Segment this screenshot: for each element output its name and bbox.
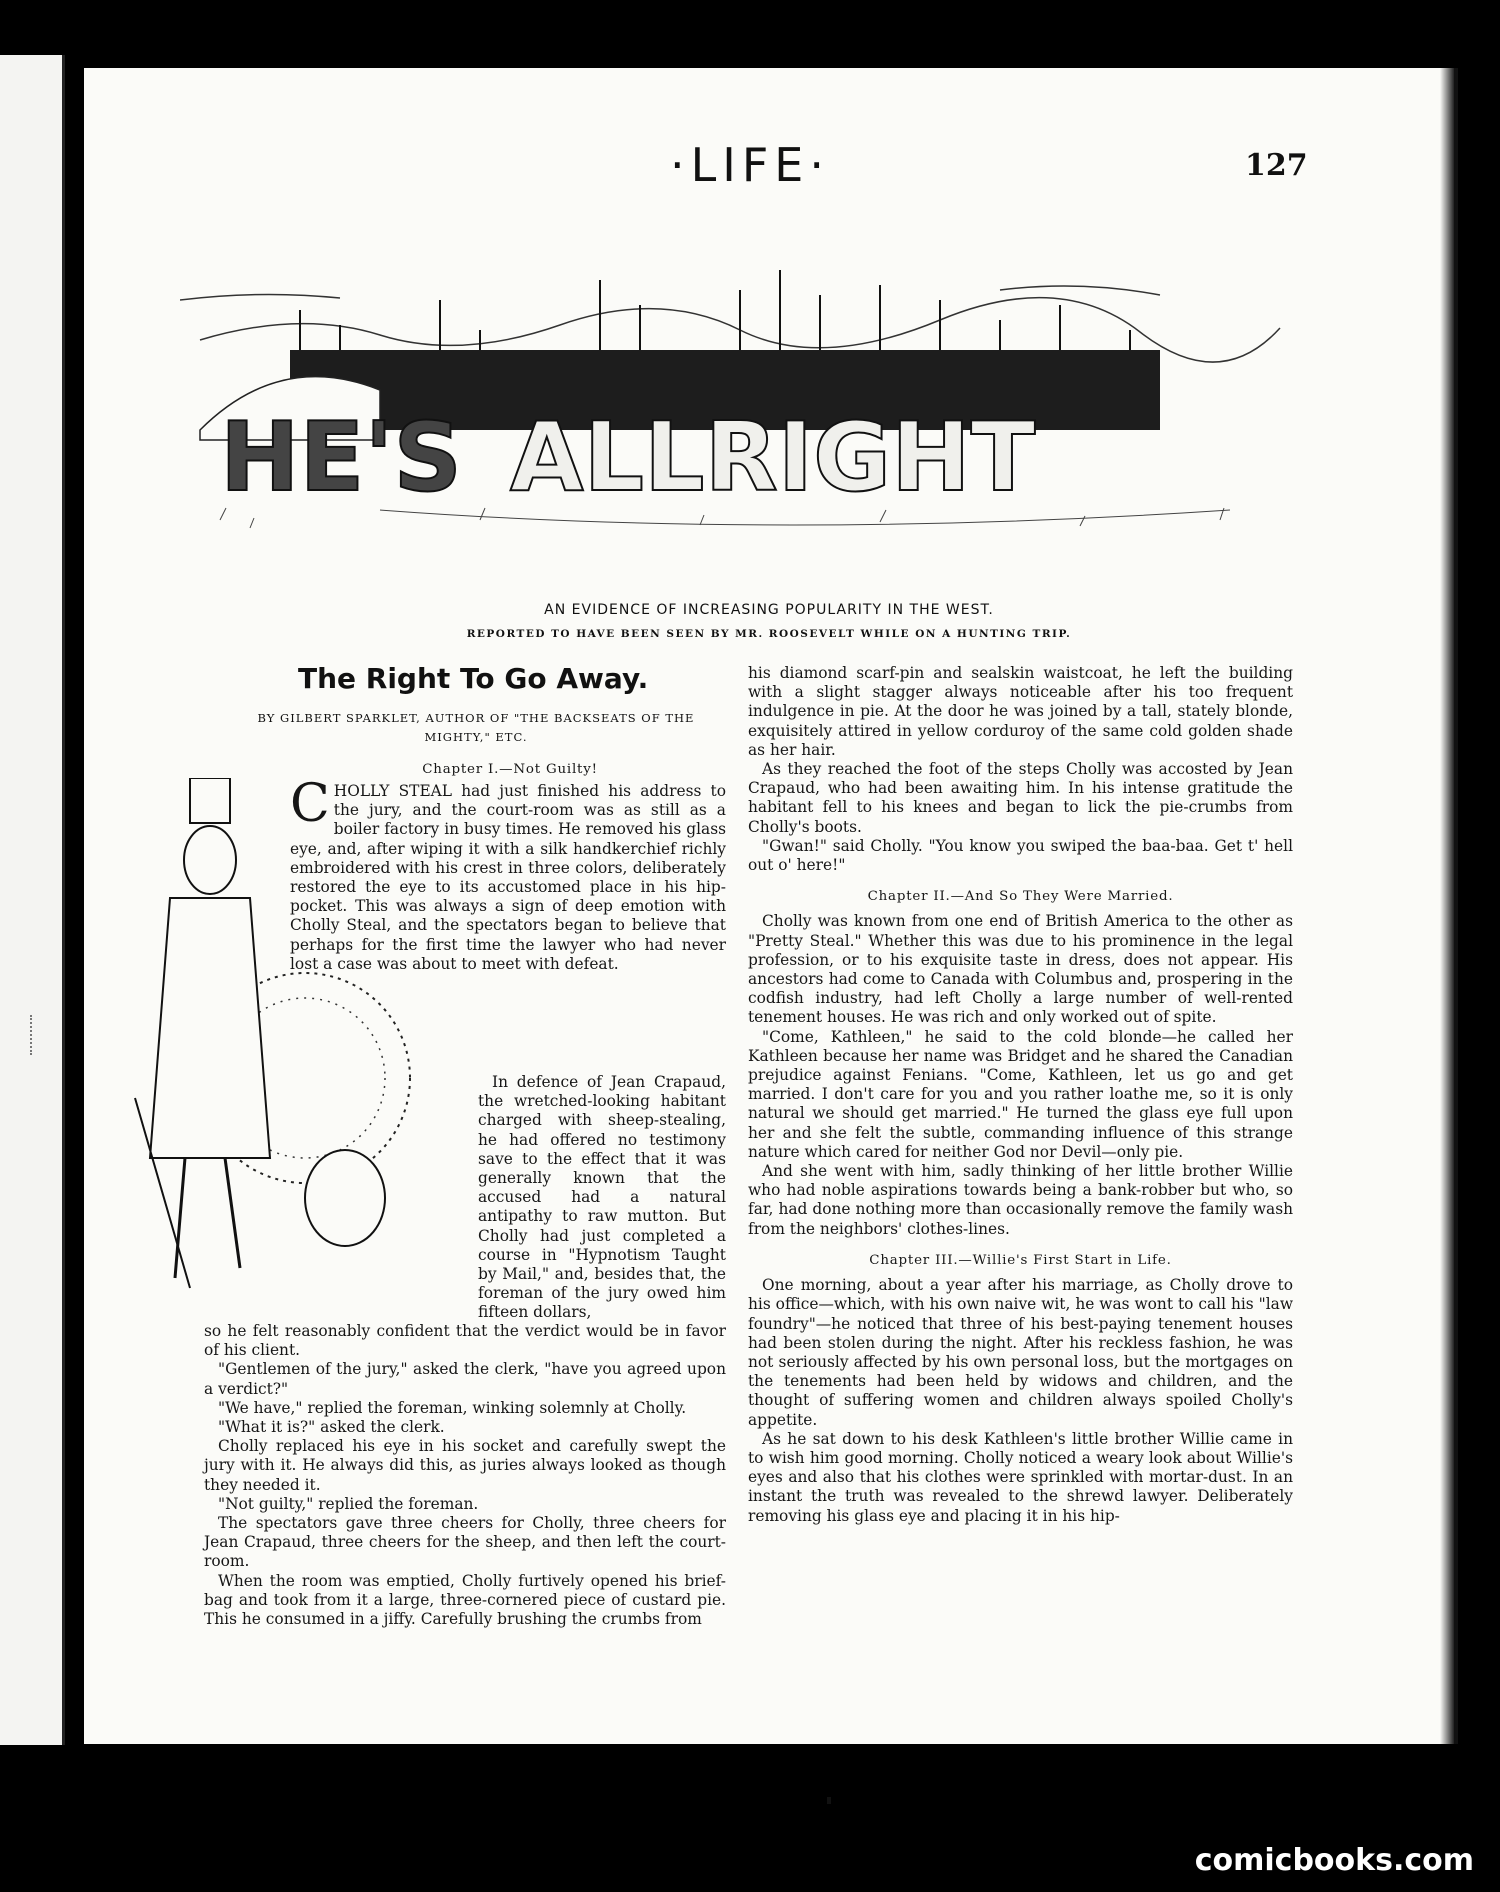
legs	[175, 1158, 185, 1278]
chapter-1-paragraph-8: The spectators gave three cheers for Cholly, three cheers for Jean Crapaud, three cheers for the sheep, and then left the court-room.	[204, 1514, 726, 1571]
page-number: 127	[1245, 148, 1308, 183]
right-column	[748, 664, 1293, 1526]
svg-text:HE'S: HE'S	[220, 403, 462, 513]
turkey-body	[305, 1150, 385, 1246]
chapter-1-paragraph-4: "We have," replied the foreman, winking solemnly at Cholly.	[218, 1398, 687, 1417]
chapter-1-heading: Chapter I.—Not Guilty!	[422, 762, 598, 777]
chapter-2-paragraph-1: Cholly was known from one end of British America to the other as "Pretty Steal." Whether this was due to his prominence in the legal profession, or to his exquisite taste in dress, does not appear. His ancestors had come to Canada with Columbus and, prospering in the codfish industry, had left Cholly a large number of well-rented tenement houses. He was rich and only worked out of spite.	[748, 912, 1293, 1027]
banner-caption: AN EVIDENCE OF INCREASING POPULARITY IN THE WEST.	[544, 602, 994, 618]
right-paragraph-3: "Gwan!" said Cholly. "You know you swiped the baa-baa. Get t' hell out o' here!"	[748, 836, 1293, 875]
chapter-1-paragraph-5: "What it is?" asked the clerk.	[218, 1418, 445, 1437]
facing-page-edge	[0, 55, 65, 1745]
banner-subcaption: REPORTED TO HAVE BEEN SEEN BY MR. ROOSEVELT WHILE ON A HUNTING TRIP.	[466, 628, 1072, 640]
chapter-1-paragraph-2-rest: so he felt reasonably confident that the verdict would be in favor of his client.	[204, 1322, 726, 1360]
svg-text:ALLRIGHT: ALLRIGHT	[510, 403, 1036, 513]
chapter-3-paragraph-1: One morning, about a year after his marriage, as Cholly drove to his office—which, with his own naive wit, he was wont to call his "law foundry"—he noticed that three of his best-paying tenement houses had been stolen during the night. After his reckless fashion, he was not seriously affected by his own personal loss, but the mortgages on the tenements had been held by widows and children, and the thought of suffering women and children always spoiled Cholly's appetite.	[748, 1276, 1293, 1429]
banner-illustration	[180, 270, 1300, 580]
chapter-1-paragraph-3: "Gentlemen of the jury," asked the clerk, "have you agreed upon a verdict?"	[204, 1360, 726, 1398]
drop-cap: C	[290, 774, 330, 834]
masthead: ·LIFE·	[670, 138, 830, 192]
page-mark	[827, 1797, 831, 1804]
chapter-1-paragraph-2: In defence of Jean Crapaud, the wretched-looking habitant charged with sheep-stealing, he had offered no testimony save to the effect that it was generally known that the accused had a natural antipathy to raw mutton. But Cholly had just completed a course in "Hypnotism Taught by Mail," and, besides that, the foreman of the jury owed him fifteen dollars,	[478, 1073, 726, 1322]
chapter-3-paragraph-2: As he sat down to his desk Kathleen's little brother Willie came in to wish him good morning. Cholly noticed a weary look about Willie's eyes and also that his clothes were sprinkled with mortar-dust. In an instant the truth was revealed to the shrewd lawyer. Deliberately removing his glass eye and placing it in his hip-	[748, 1429, 1293, 1525]
chapter-3-heading: Chapter III.—Willie's First Start in Life.	[869, 1252, 1172, 1268]
frock-coat	[150, 898, 270, 1158]
right-paragraph-1: his diamond scarf-pin and sealskin waistcoat, he left the building with a slight stagger always noticeable after his too frequent indulgence in pie. At the door he was joined by a tall, stately blonde, exquisitely attired in yellow corduroy of the same cold golden shade as her hair.	[748, 664, 1293, 759]
chapter-2-paragraph-3: And she went with him, sadly thinking of her little brother Willie who had noble aspirations towards being a bank-robber but who, so far, had done nothing more than occasionally remove the family wash from the neighbors' clothes-lines.	[748, 1162, 1293, 1238]
chapter-2-paragraph-2: "Come, Kathleen," he said to the cold blonde—he called her Kathleen because her name was Bridget and he shared the Canadian prejudice against Fenians. "Come, Kathleen, let us go and get married. I don't care for you and you rather loathe me, so it is only natural we should get married." He turned the glass eye full upon her and she felt the subtle, commanding influence of this strange nature which cared for neither God nor Devil—only pie.	[748, 1027, 1293, 1161]
watermark: comicbooks.com	[1194, 1843, 1474, 1878]
chapter-1-narrow-column	[478, 1073, 726, 1323]
chapter-2-heading: Chapter II.—And So They Were Married.	[867, 889, 1174, 905]
page-shadow	[1440, 68, 1454, 1744]
chapter-1-paragraph-6: Cholly replaced his eye in his socket and carefully swept the jury with it. He always did this, as juries always looked as though they needed it.	[204, 1437, 726, 1494]
article-title: The Right To Go Away.	[298, 662, 649, 695]
top-hat	[190, 778, 230, 823]
chapter-1-column	[290, 774, 726, 974]
chapter-1-lower-column	[204, 1322, 726, 1629]
animal-letters	[220, 403, 1036, 513]
right-paragraph-2: As they reached the foot of the steps Cholly was accosted by Jean Crapaud, who had been awaiting him. In his intense gratitude the habitant fell to his knees and began to lick the pie-crumbs from Cholly's boots.	[748, 760, 1293, 836]
chapter-1-paragraph-9: When the room was emptied, Cholly furtively opened his brief-bag and took from it a large, three-cornered piece of custard pie. This he consumed in a jiffy. Carefully brushing the crumbs from	[204, 1571, 726, 1629]
chapter-1-paragraph-1: HOLLY STEAL had just finished his address to the jury, and the court-room was as still as a boiler factory in busy times. He removed his glass eye, and, after wiping it with a silk handkerchief richly embroidered with his crest in three colors, deliberately restored the eye to its accustomed place in his hip-pocket. This was always a sign of deep emotion with Cholly Steal, and the spectators began to believe that perhaps for the first time the lawyer who had never lost a case was about to meet with defeat.	[290, 782, 726, 973]
article-byline: BY GILBERT SPARKLET, AUTHOR OF "THE BACKSEATS OF THE MIGHTY," ETC.	[257, 711, 695, 744]
page-edge-marks	[30, 1015, 36, 1055]
chapter-1-paragraph-7: "Not guilty," replied the foreman.	[218, 1494, 479, 1513]
